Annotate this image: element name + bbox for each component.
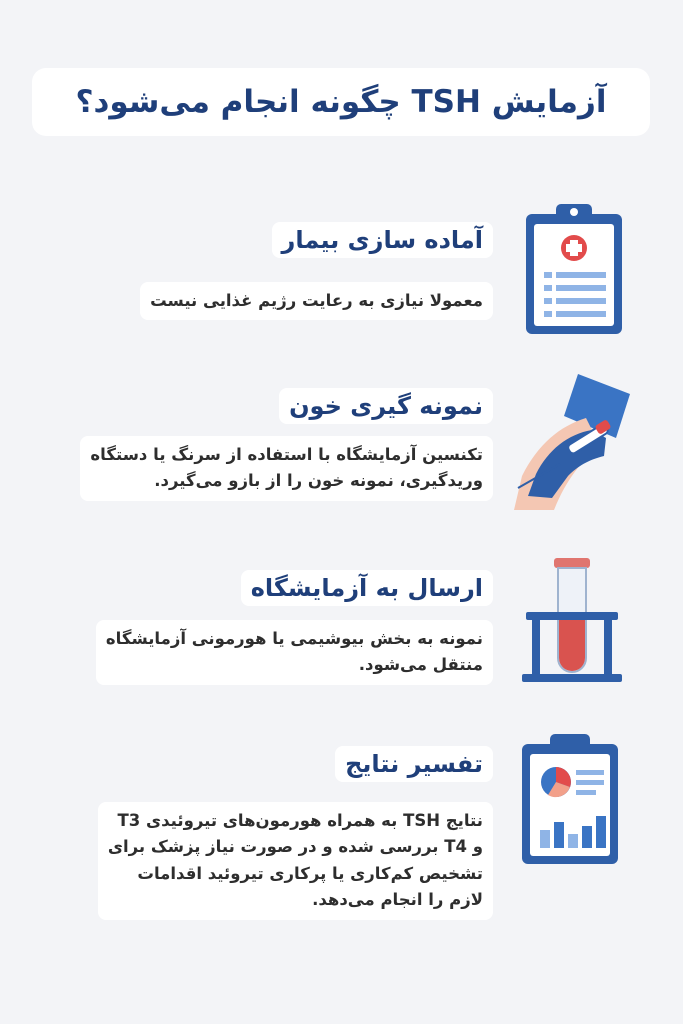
step-description: نتایج TSH به همراه هورمون‌های تیروئیدی T3 و T4 بررسی شده و در صورت نیاز پزشک برای تشخیص کم‌کاری یا پرکاری تیروئید اقدامات لازم را انجام می‌دهد.: [107, 811, 483, 910]
step-heading: نمونه گیری خون: [289, 392, 483, 420]
step-heading: آماده سازی بیمار: [281, 226, 483, 254]
clipboard-medical-icon: [522, 200, 626, 338]
step-heading-card: [335, 746, 493, 782]
step-description-card: [98, 802, 493, 920]
test-tube-icon: [520, 556, 624, 688]
page-title: آزمایش TSH چگونه انجام می‌شود؟: [75, 84, 607, 120]
step-heading-card: [279, 388, 493, 424]
blood-draw-icon: [508, 364, 634, 514]
step-description: معمولا نیازی به رعایت رژیم غذایی نیست: [150, 291, 483, 310]
step-description: نمونه به بخش بیوشیمی یا هورمونی آزمایشگاه منتقل می‌شود.: [105, 629, 483, 675]
step-heading: ارسال به آزمایشگاه: [250, 574, 483, 602]
step-heading-card: [241, 570, 493, 606]
step-description-card: [80, 436, 493, 501]
step-heading: تفسیر نتایج: [345, 750, 483, 778]
step-heading-card: [272, 222, 493, 258]
step-description-card: [140, 282, 493, 320]
step-description: تکنسین آزمایشگاه با استفاده از سرنگ یا دستگاه وریدگیری، نمونه خون را از بازو می‌گیرد.: [90, 445, 483, 491]
report-chart-icon: [518, 732, 622, 868]
title-card: [32, 68, 650, 136]
step-description-card: [96, 620, 493, 685]
